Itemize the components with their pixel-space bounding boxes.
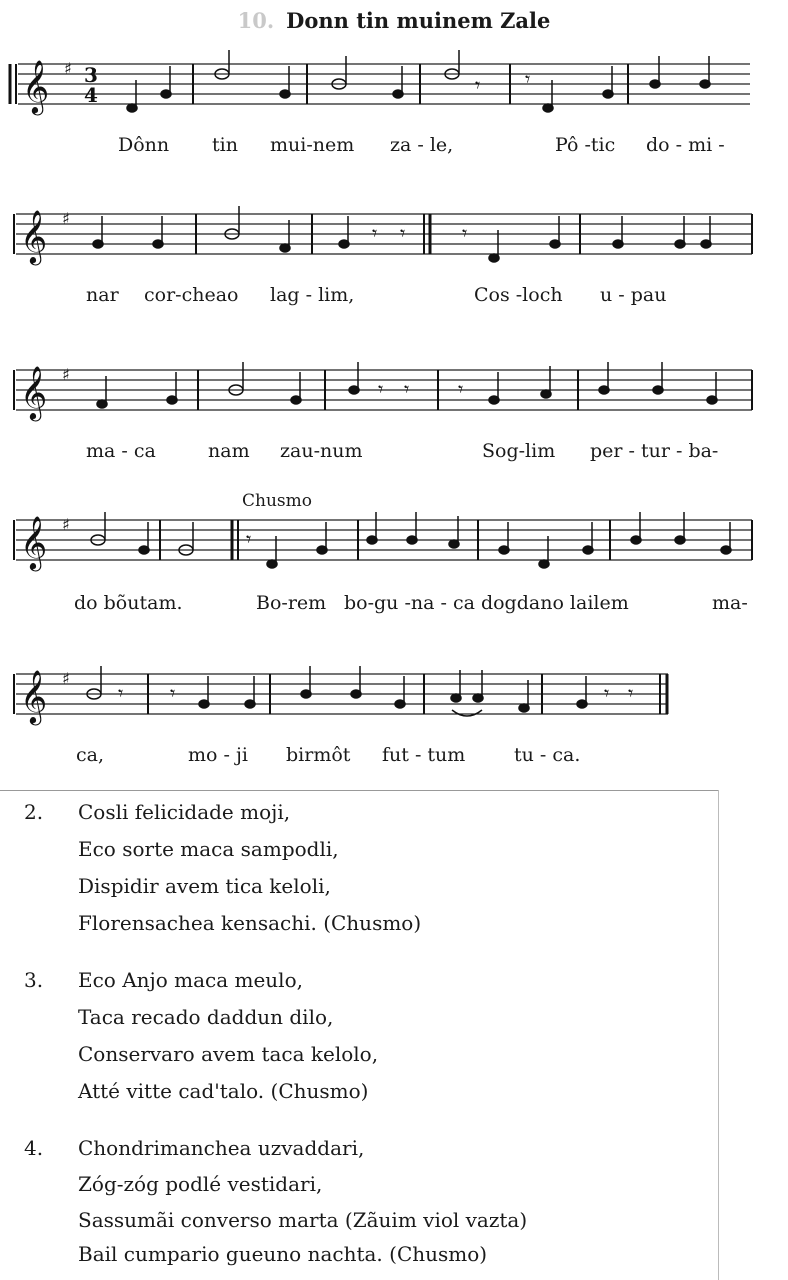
margin-line [718, 790, 719, 1280]
verse-line: Atté vitte cad'talo. (Chusmo) [78, 1079, 369, 1103]
lyrics-line-4 [0, 592, 788, 622]
verse-line: Taca recado daddun dilo, [78, 1005, 334, 1029]
lyric-syllable: ma - ca [86, 440, 156, 462]
lyric-syllable: do - mi - [646, 134, 725, 156]
lyric-syllable: Pô -tic [555, 134, 616, 156]
lyrics-line-5 [0, 744, 788, 774]
staff-system-3 [0, 356, 788, 436]
treble-clef-icon: 𝄞 [22, 59, 50, 113]
chorus-label: Chusmo [242, 491, 312, 511]
time-signature-bottom: 4 [84, 83, 98, 107]
lyric-syllable: mui-nem [270, 134, 355, 156]
lyric-syllable: mo - ji [188, 744, 248, 766]
slur-icon [452, 710, 482, 716]
rest-icon: 𝄾 [404, 377, 410, 401]
rest-icon: 𝄾 [604, 681, 610, 705]
verse-number: 2. [24, 800, 44, 824]
lyric-syllable: do bõutam. [74, 592, 183, 614]
rest-icon: 𝄾 [246, 527, 252, 551]
treble-clef-icon: 𝄞 [20, 669, 48, 723]
verse-number: 3. [24, 968, 44, 992]
verse-line: Zóg-zóg podlé vestidari, [78, 1172, 323, 1196]
staff-1 [0, 50, 788, 130]
song-title-text: Donn tin muinem Zale [286, 8, 551, 33]
staff-system-5 [0, 660, 788, 740]
rest-icon: 𝄾 [118, 681, 124, 705]
lyric-syllable: ca, [76, 744, 105, 766]
staff-2 [0, 200, 788, 280]
rest-icon: 𝄾 [378, 377, 384, 401]
verse-line: Florensachea kensachi. (Chusmo) [78, 911, 422, 935]
staff-3 [0, 356, 788, 436]
rest-icon: 𝄾 [525, 67, 531, 91]
key-sharp-icon: ♯ [62, 515, 70, 534]
lyric-syllable: lag - lim, [270, 284, 355, 306]
rest-icon: 𝄾 [458, 377, 464, 401]
staff-system-1 [0, 50, 788, 130]
lyric-syllable: bo-gu -na - ca dogdano lailem [344, 592, 629, 614]
key-sharp-icon: ♯ [62, 365, 70, 384]
song-number: 10. [237, 8, 275, 33]
lyrics-line-3 [0, 440, 788, 470]
rest-icon: 𝄾 [475, 73, 481, 97]
key-sharp-icon: ♯ [62, 209, 70, 228]
staff-5 [0, 660, 788, 740]
rest-icon: 𝄾 [372, 221, 378, 245]
section-divider [0, 790, 718, 791]
lyric-syllable: Bo-rem [256, 592, 327, 614]
verse-line: Chondrimanchea uzvaddari, [78, 1136, 365, 1160]
rest-icon: 𝄾 [462, 221, 468, 245]
lyric-syllable: tu - ca. [514, 744, 581, 766]
rest-icon: 𝄾 [400, 221, 406, 245]
treble-clef-icon: 𝄞 [20, 209, 48, 263]
lyric-syllable: Sog-lim [482, 440, 556, 462]
verse-line: Eco Anjo maca meulo, [78, 968, 303, 992]
rest-icon: 𝄾 [170, 681, 176, 705]
verse-line: Conservaro avem taca kelolo, [78, 1042, 379, 1066]
treble-clef-icon: 𝄞 [20, 365, 48, 419]
rest-icon: 𝄾 [628, 681, 634, 705]
lyric-syllable: fut - tum [382, 744, 466, 766]
lyric-syllable: Dônn [118, 134, 170, 156]
lyric-syllable: ma- [712, 592, 748, 614]
lyric-syllable: birmôt [286, 744, 351, 766]
verse-line: Sassumãi converso marta (Zãuim viol vazta) [78, 1208, 528, 1232]
lyric-syllable: cor-cheao [144, 284, 239, 306]
staff-system-2 [0, 200, 788, 280]
lyrics-line-1 [0, 134, 788, 164]
staff-4 [0, 506, 788, 586]
verse-line: Cosli felicidade moji, [78, 800, 291, 824]
verse-line: Bail cumpario gueuno nachta. (Chusmo) [78, 1242, 488, 1266]
key-sharp-icon: ♯ [62, 669, 70, 688]
lyric-syllable: u - pau [600, 284, 667, 306]
verse-line: Eco sorte maca sampodli, [78, 837, 339, 861]
verse-line: Dispidir avem tica keloli, [78, 874, 331, 898]
lyric-syllable: nar [86, 284, 119, 306]
lyric-syllable: per - tur - ba- [590, 440, 719, 462]
verse-number: 4. [24, 1136, 44, 1160]
lyric-syllable: zau-num [280, 440, 363, 462]
lyric-syllable: tin [212, 134, 238, 156]
treble-clef-icon: 𝄞 [20, 515, 48, 569]
time-signature-top: 3 [84, 63, 98, 87]
song-title [0, 8, 788, 33]
lyrics-line-2 [0, 284, 788, 314]
key-sharp-icon: ♯ [64, 59, 72, 78]
staff-system-4 [0, 506, 788, 586]
lyric-syllable: Cos -loch [474, 284, 563, 306]
lyric-syllable: nam [208, 440, 250, 462]
lyric-syllable: za - le, [390, 134, 454, 156]
